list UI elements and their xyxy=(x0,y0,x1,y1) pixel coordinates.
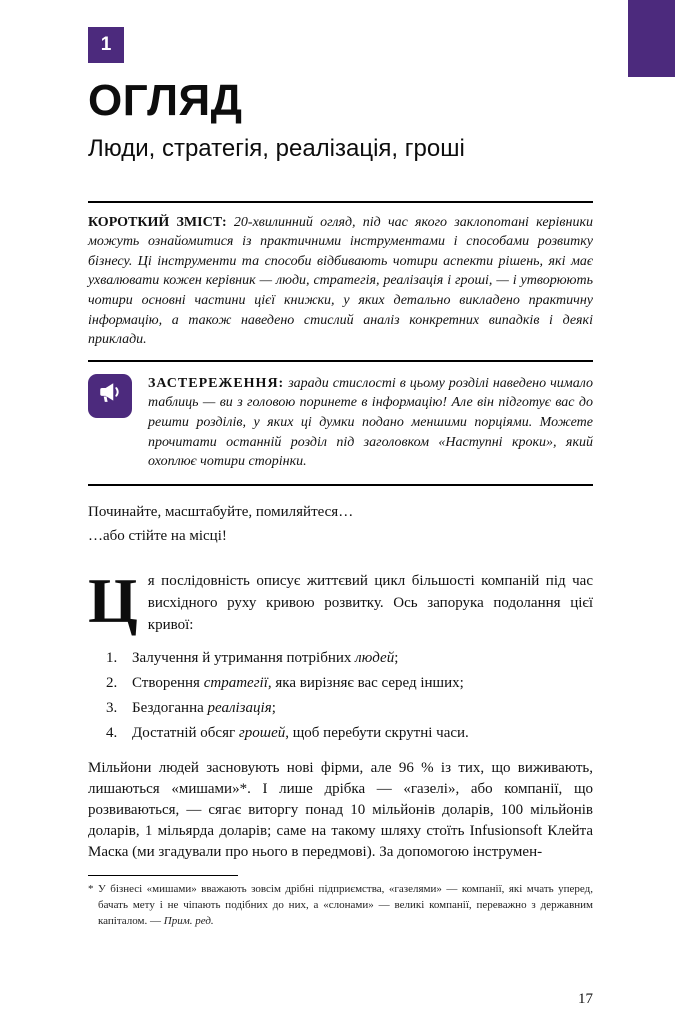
list-item-em: стратегії xyxy=(203,675,268,692)
chapter-number: 1 xyxy=(100,34,112,55)
summary-lead: КОРОТКИЙ ЗМІСТ: xyxy=(88,214,227,230)
megaphone-icon xyxy=(97,380,123,411)
divider-middle xyxy=(88,360,593,362)
list-item-pre: Створення xyxy=(132,675,204,692)
intro-line-2: …або стійте на місці! xyxy=(88,528,227,545)
list-item xyxy=(106,673,593,695)
list-item-pre: Достатній обсяг xyxy=(132,724,239,741)
list-item-text xyxy=(132,698,276,720)
warning-lead: ЗАСТЕРЕЖЕННЯ: xyxy=(148,375,285,391)
list-item-em: грошей xyxy=(238,724,286,741)
footnote-body: У бізнесі «мишами» вважають зовсім дрібні підприємства, «газелями» — компанії, які мчать уперед, бачать мету і не чіпають подібних до них, а «слонами» — великі компанії, переважно з державним капіталом. — xyxy=(97,883,593,928)
list-item-pre: Залучення й утримання потрібних xyxy=(132,650,356,667)
list-item-em: людей xyxy=(355,650,395,667)
list-item xyxy=(106,648,593,670)
list-item-post: ; xyxy=(394,650,399,667)
list-item-text xyxy=(132,648,398,670)
drop-cap: Ц xyxy=(88,565,138,637)
page-number: 17 xyxy=(578,991,593,1007)
chapter-number-badge xyxy=(88,27,124,63)
footnote-marker: * xyxy=(88,883,98,896)
page-content xyxy=(88,0,593,930)
list-item xyxy=(106,723,593,745)
warning-text: заради стислості в цьому розділі наведено чимало таблиць — ви з головою поринете в інформацію! Але він підготує вас до решти розділів, у яких ці думки подано меншими порціями. Можете прочитати останній розділ під заголовком «Наступні кроки», який охоплює чотири сторінки. xyxy=(148,375,593,470)
list-item-number: 4. xyxy=(106,724,118,741)
warning-icon-box xyxy=(88,374,132,418)
page-subtitle: Люди, стратегія, реалізація, гроші xyxy=(88,135,465,162)
divider-bottom xyxy=(88,484,593,486)
footnote-text xyxy=(88,882,593,930)
list-item-text xyxy=(132,673,464,695)
divider-top xyxy=(88,201,593,203)
list-item-number: 1. xyxy=(106,650,118,667)
intro-line-1: Починайте, масштабуйте, помиляйтеся… xyxy=(88,503,354,520)
list-item-em: реалізація xyxy=(207,699,272,716)
key-points-list xyxy=(88,648,593,744)
list-item xyxy=(106,698,593,720)
list-item-post: , яка вирізняє вас серед інших; xyxy=(267,675,464,692)
list-item-pre: Бездоганна xyxy=(132,699,208,716)
warning-paragraph xyxy=(148,374,593,472)
body-paragraph: Мільйони людей засновують нові фірми, але 96 % із тих, що виживають, лишаються «мишами»*. І лише дрібка — «газелі», або компанії, що розвиваються, — сягає виторгу понад 10 мільйонів доларів, 100 мільйонів доларів, 1 мільярда доларів; саме на такому шляху стоїть Infusionsoft Клейта Маска (ми згадували про нього в передмові). За допомогою інструмен- xyxy=(88,760,593,861)
footnote-block xyxy=(88,875,593,930)
chapter-corner-tab xyxy=(628,0,675,77)
list-item-post: ; xyxy=(271,699,276,716)
footnote-attribution: Прим. ред. xyxy=(163,915,214,928)
footnote-divider xyxy=(88,875,238,876)
opening-paragraph xyxy=(88,565,593,637)
summary-paragraph xyxy=(88,213,593,350)
intro-lines xyxy=(88,500,593,550)
list-item-number: 3. xyxy=(106,699,118,716)
warning-block xyxy=(88,374,593,472)
summary-text: 20-хвилинний огляд, під час якого заклопотані керівники можуть ознайомитися із практичними інструментами і способами розвитку бізнесу. Ці інструменти та способи відбивають чотири аспекти рішень, які має ухвалювати кожен керівник — люди, стратегія, реалізація і гроші, — і утворюють чотири основні частини цієї книжки, у яких детально викладено практичну інформацію, а також наведено стислий аналіз конкретних випадків і деякі приклади. xyxy=(88,214,594,348)
page-title: ОГЛЯД xyxy=(88,76,243,125)
opening-text: я послідовність описує життєвий цикл більшості компаній під час висхідного руху кривою розвитку. Ось запорука подолання цієї кривої: xyxy=(147,573,593,633)
list-item-text xyxy=(132,723,469,745)
list-item-number: 2. xyxy=(106,675,118,692)
list-item-post: , щоб перебути скрутні часи. xyxy=(285,724,469,741)
